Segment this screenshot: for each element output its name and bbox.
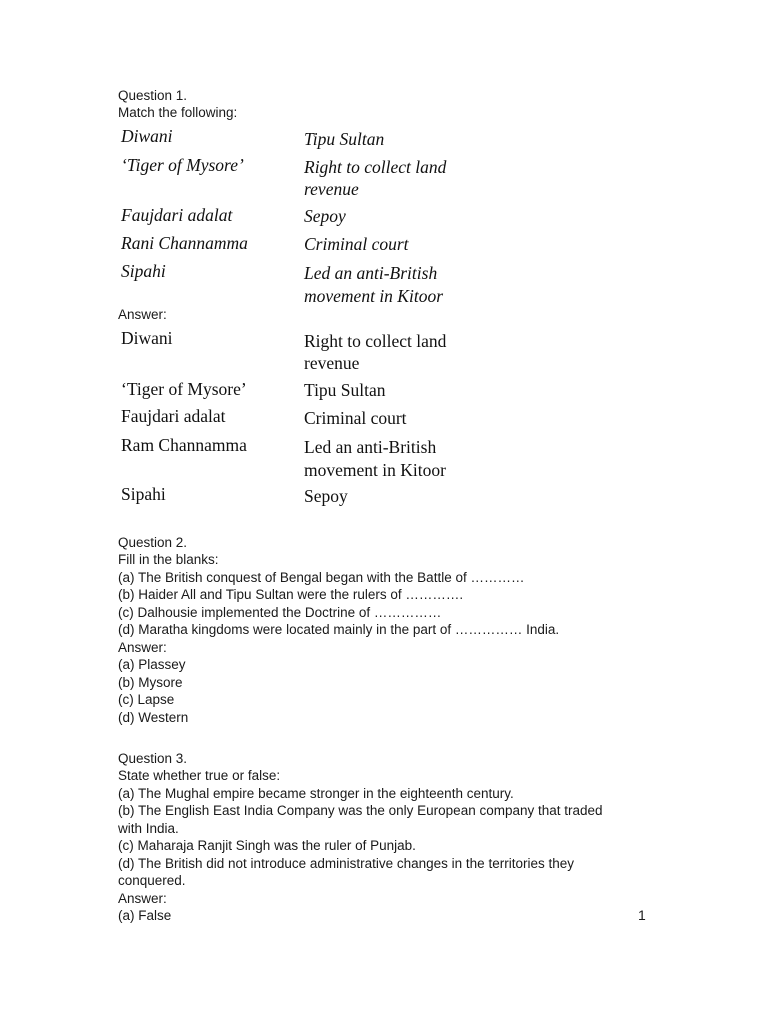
a1-right-4b: movement in Kitoor (304, 460, 446, 480)
a1-left-4: Ram Channamma (121, 435, 247, 455)
q1-right-5: Led an anti-British (304, 263, 438, 283)
q2-answer-a: (a) Plassey (118, 657, 186, 672)
a1-left-1: Diwani (121, 328, 173, 348)
page-number: 1 (638, 907, 646, 923)
a1-right-2: Tipu Sultan (304, 380, 386, 400)
q3-line-6: conquered. (118, 873, 186, 888)
q2-instruction: Fill in the blanks: (118, 552, 219, 567)
q2-title: Question 2. (118, 535, 188, 550)
q2-answer-label: Answer: (118, 640, 167, 655)
q1-right-1: Tipu Sultan (304, 129, 385, 149)
q1-right-3: Sepoy (304, 206, 346, 226)
q1-left-1: Diwani (121, 126, 173, 146)
a1-right-4: Led an anti-British (304, 437, 437, 457)
q2-answer-c: (c) Lapse (118, 692, 175, 707)
a1-left-2: ‘Tiger of Mysore’ (121, 379, 247, 399)
q1-left-2: ‘Tiger of Mysore’ (121, 155, 244, 175)
a1-right-5: Sepoy (304, 486, 348, 506)
q2-answer-d: (d) Western (118, 710, 189, 725)
q3-line-5: (d) The British did not introduce administrative changes in the territories they (118, 856, 574, 871)
a1-right-1: Right to collect land (304, 331, 447, 351)
q1-right-2: Right to collect land (304, 157, 447, 177)
q1-left-4: Rani Channamma (121, 233, 248, 253)
q1-right-2b: revenue (304, 179, 359, 199)
q2-item-c: (c) Dalhousie implemented the Doctrine of …………… (118, 605, 442, 620)
q3-answer-a: (a) False (118, 908, 172, 923)
q1-title: Question 1. (118, 88, 188, 103)
a1-right-1b: revenue (304, 353, 360, 373)
q2-answer-b: (b) Mysore (118, 675, 183, 690)
q2-item-b: (b) Haider All and Tipu Sultan were the rulers of …………. (118, 587, 464, 602)
q1-right-5b: movement in Kitoor (304, 286, 444, 306)
q2-item-a: (a) The British conquest of Bengal began with the Battle of ………… (118, 570, 525, 585)
q3-line-2: (b) The English East India Company was the only European company that traded (118, 803, 603, 818)
a1-left-3: Faujdari adalat (121, 406, 226, 426)
a1-right-3: Criminal court (304, 408, 407, 428)
q3-line-4: (c) Maharaja Ranjit Singh was the ruler of Punjab. (118, 838, 416, 853)
q2-item-d: (d) Maratha kingdoms were located mainly in the part of …………… India. (118, 622, 560, 637)
q1-left-3: Faujdari adalat (121, 205, 233, 225)
q1-instruction: Match the following: (118, 105, 238, 120)
q1-right-4: Criminal court (304, 234, 409, 254)
q1-answer-label: Answer: (118, 307, 167, 322)
q3-line-1: (a) The Mughal empire became stronger in the eighteenth century. (118, 786, 514, 801)
a1-left-5: Sipahi (121, 484, 166, 504)
q3-instruction: State whether true or false: (118, 768, 281, 783)
q3-title: Question 3. (118, 751, 188, 766)
q1-left-5: Sipahi (121, 261, 166, 281)
q3-line-3: with India. (118, 821, 179, 836)
q3-answer-label: Answer: (118, 891, 167, 906)
